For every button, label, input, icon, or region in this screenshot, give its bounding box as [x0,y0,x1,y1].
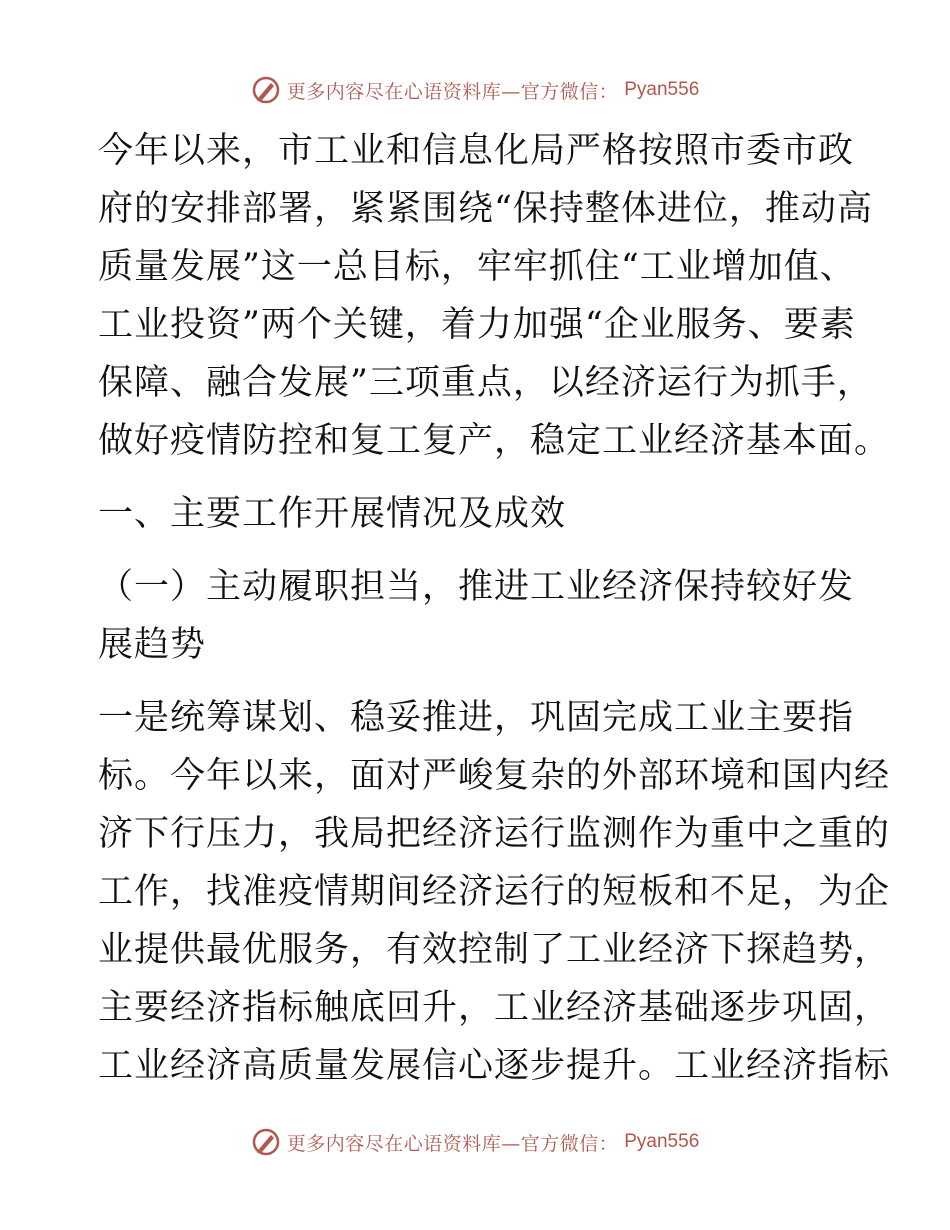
text-line: 标。今年以来，面对严峻复杂的外部环境和国内经 [98,756,891,796]
subsection-heading [98,558,858,674]
text-line: 工业投资”两个关键，着力加强“企业服务、要素 [98,305,856,345]
watermark-text: 更多内容尽在心语资料库—官方微信： [286,80,619,103]
text-line: 一是统筹谋划、稳妥推进，巩固完成工业主要指 [98,698,855,738]
paragraph-intro [98,122,891,470]
text-line: 保障、融合发展”三项重点，以经济运行为抓手， [98,363,873,403]
paragraph-body [98,689,891,1095]
pen-logo-icon [251,75,281,105]
text-line: 府的安排部署，紧紧围绕“保持整体进位，推动高 [98,189,873,229]
watermark-footer [0,1122,950,1162]
text-line: 济下行压力，我局把经济运行监测作为重中之重的 [98,814,891,854]
text-line: 工作，找准疫情期间经济运行的短板和不足，为企 [98,872,891,912]
watermark-wechat-id: Pyan556 [624,79,700,100]
text-line: 质量发展”这一总目标，牢牢抓住“工业增加值、 [98,247,856,287]
text-line: 主要经济指标触底回升，工业经济基础逐步巩固， [98,988,891,1028]
document-body [98,122,891,1095]
watermark-text: 更多内容尽在心语资料库—官方微信： [286,1132,619,1155]
text-line: 今年以来，市工业和信息化局严格按照市委市政 [98,131,855,171]
watermark-wechat-id: Pyan556 [624,1131,700,1152]
watermark-header [0,70,950,110]
heading-line: （一）主动履职担当，推进工业经济保持较好发 [98,567,855,607]
section-heading [98,485,858,543]
pen-logo-icon [251,1127,281,1157]
text-line: 做好疫情防控和复工复产，稳定工业经济基本面。 [98,421,891,461]
text-line: 工业经济高质量发展信心逐步提升。工业经济指标 [98,1046,891,1086]
heading-line: 一、主要工作开展情况及成效 [98,494,567,534]
text-line: 业提供最优服务，有效控制了工业经济下探趋势， [98,930,891,970]
heading-line: 展趋势 [98,625,207,665]
